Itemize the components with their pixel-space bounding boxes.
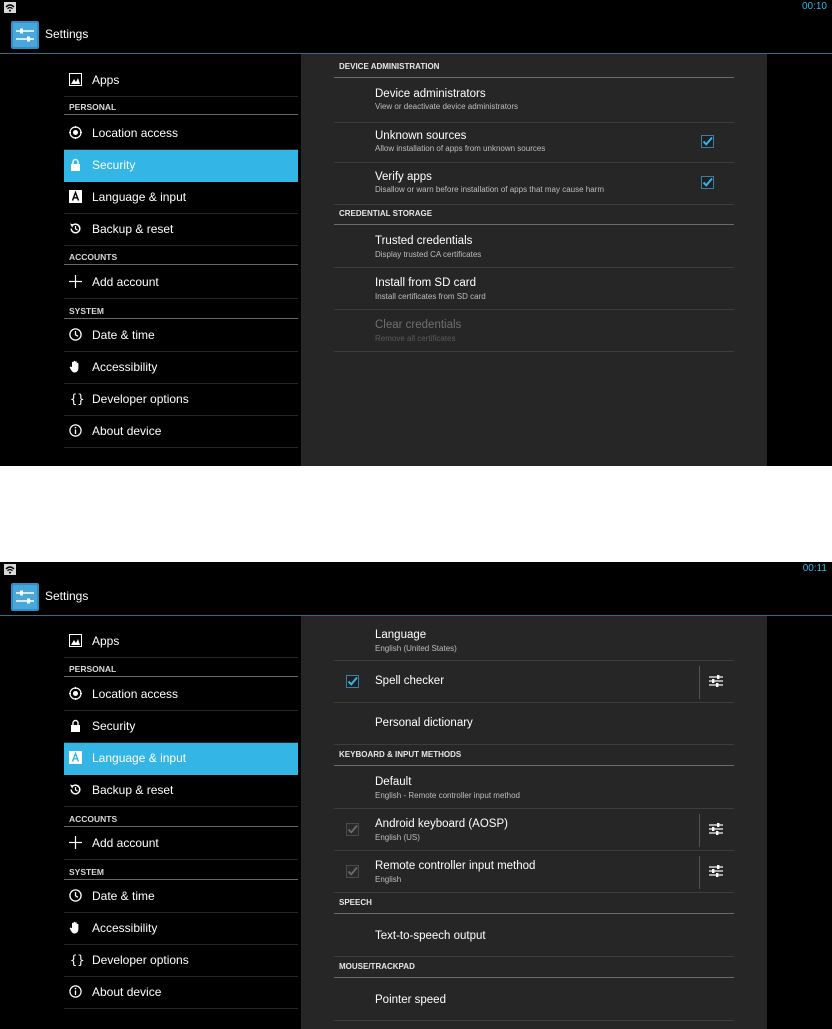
sidebar-header-personal: PERSONAL [64, 662, 298, 677]
info-icon [69, 985, 82, 998]
sidebar-item-label: Developer options [92, 953, 189, 967]
lock-icon [69, 158, 82, 171]
pref-unknown-sources[interactable]: Unknown sources Allow installation of apps from unknown sources [334, 122, 734, 163]
settings-tune-icon[interactable] [708, 863, 724, 879]
pref-language[interactable]: Language English (United States) [334, 616, 734, 661]
settings-app-icon[interactable] [11, 583, 39, 611]
checkmark-icon [347, 866, 358, 877]
sidebar-item-label: Security [92, 158, 136, 172]
settings-tune-icon[interactable] [708, 673, 724, 689]
sidebar-item-developer[interactable] [64, 945, 298, 977]
status-bar [0, 0, 832, 16]
sidebar-item-label: Date & time [92, 889, 155, 903]
section-header-keyboard: KEYBOARD & INPUT METHODS [334, 745, 734, 766]
language-input-panel [301, 616, 767, 1029]
wifi-icon [4, 564, 16, 575]
section-header-credential-storage: CREDENTIAL STORAGE [334, 204, 734, 225]
sidebar-item-language[interactable] [64, 743, 298, 775]
sidebar-item-label: Language & input [92, 751, 187, 765]
action-bar [0, 17, 832, 54]
language-icon [69, 751, 82, 764]
sidebar-item-date-time[interactable] [64, 320, 298, 352]
svg-text:{}: {} [70, 953, 84, 966]
sidebar-item-about[interactable] [64, 977, 298, 1009]
sidebar-header-system: SYSTEM [64, 865, 298, 880]
sidebar-item-label: Developer options [92, 392, 189, 406]
verify-apps-checkbox[interactable] [701, 176, 714, 189]
action-bar [0, 579, 832, 616]
section-header-device-admin: DEVICE ADMINISTRATION [334, 57, 734, 78]
android-keyboard-checkbox [346, 823, 359, 836]
unknown-sources-checkbox[interactable] [701, 135, 714, 148]
screenshot-security [0, 0, 832, 466]
location-icon [69, 687, 82, 700]
sidebar-item-about[interactable] [64, 416, 298, 448]
pref-pointer-speed[interactable]: Pointer speed [334, 978, 734, 1021]
sidebar-header-accounts: ACCOUNTS [64, 812, 298, 827]
sidebar-item-accessibility[interactable] [64, 913, 298, 945]
info-icon [69, 424, 82, 437]
pref-tts-output[interactable]: Text-to-speech output [334, 914, 734, 957]
section-header-speech: SPEECH [334, 893, 734, 914]
pref-trusted-credentials[interactable]: Trusted credentials Display trusted CA certificates [334, 225, 734, 268]
settings-app-icon[interactable] [11, 21, 39, 49]
language-icon [69, 190, 82, 203]
lock-icon [69, 719, 82, 732]
sidebar-item-security[interactable] [64, 150, 298, 182]
pref-android-keyboard[interactable]: Android keyboard (AOSP) English (US) [334, 808, 734, 851]
braces-icon [69, 392, 82, 405]
partial-storage-icon [69, 616, 99, 621]
pref-personal-dictionary[interactable]: Personal dictionary [334, 702, 734, 745]
checkmark-icon [702, 177, 713, 188]
sidebar-item-label: Language & input [92, 190, 187, 204]
hand-icon [69, 360, 82, 373]
sidebar-item-backup[interactable] [64, 214, 298, 246]
sidebar-header-accounts: ACCOUNTS [64, 250, 298, 265]
sidebar-item-security[interactable] [64, 711, 298, 743]
status-time: 00:11 [802, 563, 827, 574]
sidebar-item-add-account[interactable] [64, 828, 298, 860]
svg-text:{}: {} [70, 392, 84, 405]
pref-install-from-sd[interactable]: Install from SD card Install certificates from SD card [334, 267, 734, 310]
clock-icon [69, 328, 82, 341]
sidebar-item-label: Apps [92, 73, 120, 87]
sidebar-item-label: Backup & reset [92, 222, 174, 236]
apps-icon [69, 73, 82, 86]
screenshot-language-input [0, 562, 832, 1029]
sidebar-item-label: Security [92, 719, 136, 733]
sidebar-item-add-account[interactable] [64, 267, 298, 299]
sidebar-item-label: Date & time [92, 328, 155, 342]
remote-controller-checkbox [346, 865, 359, 878]
checkmark-icon [347, 824, 358, 835]
sidebar-item-location[interactable] [64, 118, 298, 150]
sidebar-item-location[interactable] [64, 679, 298, 711]
hand-icon [69, 921, 82, 934]
sidebar-item-label: About device [92, 985, 162, 999]
divider [699, 856, 700, 889]
sidebar-item-label: Backup & reset [92, 783, 174, 797]
status-time: 00:10 [801, 1, 827, 12]
pref-remote-controller[interactable]: Remote controller input method English [334, 850, 734, 893]
sidebar-item-apps[interactable] [64, 626, 298, 658]
wifi-icon [4, 2, 16, 13]
backup-icon [69, 783, 82, 796]
pref-default-input[interactable]: Default English - Remote controller input method [334, 766, 734, 809]
sidebar-item-label: About device [92, 424, 162, 438]
plus-icon [69, 275, 82, 288]
checkmark-icon [347, 676, 358, 687]
sidebar-item-label: Location access [92, 126, 179, 140]
sidebar-header-personal: PERSONAL [64, 100, 298, 115]
sidebar-item-date-time[interactable] [64, 881, 298, 913]
sidebar-item-label: Apps [92, 634, 120, 648]
sidebar-item-label: Add account [92, 836, 159, 850]
sidebar-item-backup[interactable] [64, 775, 298, 807]
backup-icon [69, 222, 82, 235]
status-bar [0, 562, 832, 578]
pref-clear-credentials: Clear credentials Remove all certificates [334, 309, 734, 352]
pref-spell-checker[interactable]: Spell checker [334, 660, 734, 703]
sidebar-item-accessibility[interactable] [64, 352, 298, 384]
checkmark-icon [702, 136, 713, 147]
sidebar-item-label: Location access [92, 687, 179, 701]
sidebar-item-label: Add account [92, 275, 159, 289]
security-panel [301, 54, 767, 466]
section-header-mouse: MOUSE/TRACKPAD [334, 957, 734, 978]
plus-icon [69, 836, 82, 849]
divider [699, 666, 700, 699]
sidebar-item-language[interactable] [64, 182, 298, 214]
location-icon [69, 126, 82, 139]
clock-icon [69, 889, 82, 902]
braces-icon [69, 953, 82, 966]
sidebar-item-label: Accessibility [92, 921, 158, 935]
apps-icon [69, 634, 82, 647]
settings-content [0, 616, 832, 1029]
settings-tune-icon[interactable] [708, 821, 724, 837]
settings-content [0, 54, 832, 466]
sidebar-item-label: Accessibility [92, 360, 158, 374]
sidebar-header-system: SYSTEM [64, 304, 298, 319]
sidebar-item-developer[interactable] [64, 384, 298, 416]
spell-checker-checkbox[interactable] [346, 675, 359, 688]
pref-verify-apps[interactable]: Verify apps Disallow or warn before installation of apps that may cause harm [334, 162, 734, 205]
pref-device-administrators[interactable]: Device administrators View or deactivate device administrators [334, 78, 734, 123]
divider [699, 814, 700, 847]
app-title: Settings [45, 589, 89, 603]
sidebar-item-apps[interactable] [64, 65, 298, 97]
app-title: Settings [45, 27, 89, 41]
